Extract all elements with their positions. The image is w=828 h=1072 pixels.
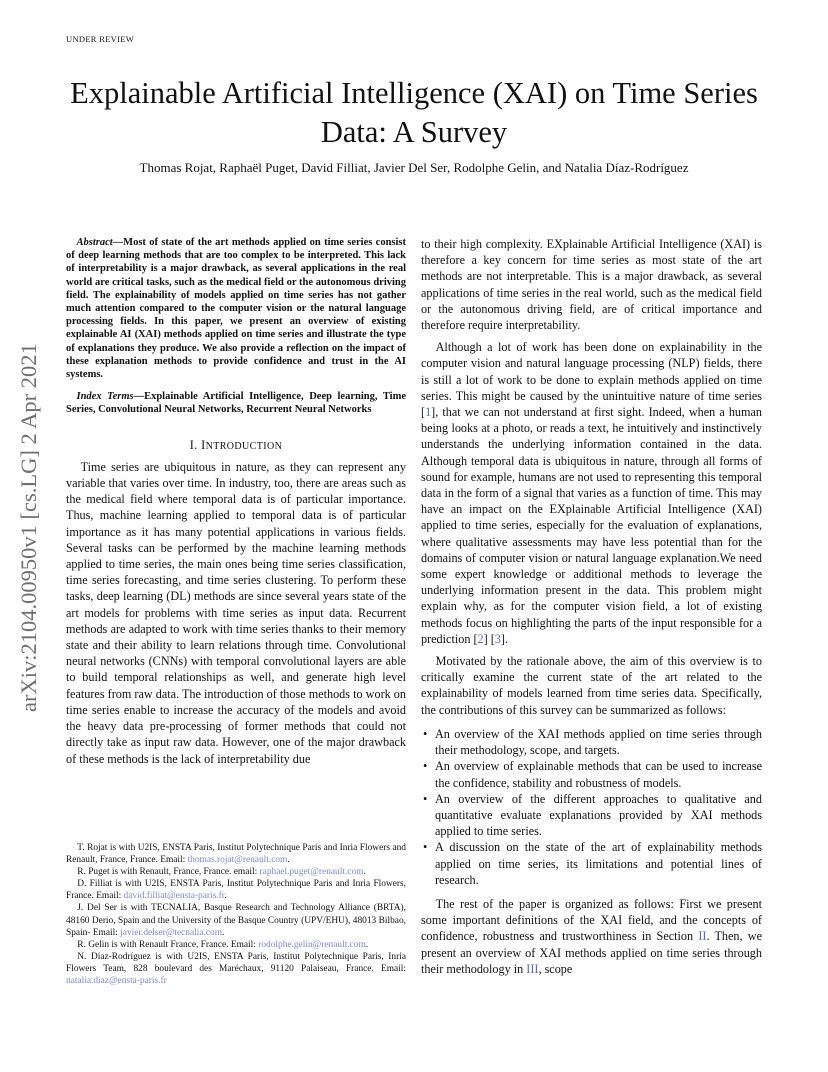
citation-link[interactable]: 1 <box>425 405 432 420</box>
section-heading-introduction <box>66 437 406 455</box>
author-list: Thomas Rojat, Raphaël Puget, David Filliat, Javier Del Ser, Rodolphe Gelin, and Natalia Díaz-Rodríguez <box>139 160 689 175</box>
running-header: UNDER REVIEW <box>66 34 135 44</box>
index-terms <box>66 390 406 416</box>
arxiv-stamp: arXiv:2104.00950v1 [cs.LG] 2 Apr 2021 <box>16 343 41 712</box>
intro-paragraph-continued: to their high complexity. EXplainable Artificial Intelligence (XAI) is therefore a key concern for time series as most state of the art methods are not interpretable. This is a major drawback, as several applications of time series in the real world, such as the medical field or the autonomous driving field, are of critical importance and therefore require interpretability. <box>421 237 762 333</box>
index-terms-text: —Explainable Artificial Intelligence, Deep learning, Time Series, Convolutional Neural Networks, Recurrent Neural Networks <box>66 391 406 416</box>
section-ref-link[interactable]: III <box>526 961 539 976</box>
footnote-puget: R. Puget is with Renault, France, France. email: raphael.puget@renault.com. <box>77 867 366 878</box>
email-link[interactable]: natalia.diaz@ensta-paris.fr <box>66 976 167 987</box>
intro-paragraph-4: The rest of the paper is organized as follows: First we present some important definitions of the XAI field, and the concepts of confidence, robustness and trustworthiness in Section II. Then, we present an overview of XAI methods applied on time series through their methodology in III, scope <box>421 896 762 976</box>
footnote-rojat: T. Rojat is with U2IS, ENSTA Paris, Institut Polytechnique Paris and Inria Flowers and Renault, France, France. Email: thomas.rojat@renault.com. <box>66 843 406 866</box>
list-item: • An overview of the XAI methods applied on time series through their methodology, scope, and targets. <box>421 726 762 758</box>
footnote-gelin: R. Gelin is with Renault France, France. Email: rodolphe.gelin@renault.com. <box>77 939 369 950</box>
list-item: • An overview of the different approaches to qualitative and quantitative evaluate explanations provided by XAI methods applied to time series. <box>421 791 762 840</box>
left-column <box>66 236 406 767</box>
footnote-filliat: D. Filliat is with U2IS, ENSTA Paris, Institut Polytechnique Paris and Inria Flowers, France. Email: david.filliat@ensta-paris.fr. <box>66 879 406 902</box>
abstract <box>66 236 406 381</box>
footnote-diaz: N. Díaz-Rodríguez is with U2IS, ENSTA Paris, Institut Polytechnique Paris, Inria Flowers Team, 828 boulevard des Maréchaux, 91120 Palaiseau, France. Email: natalia.diaz@ensta-paris.fr <box>66 951 406 987</box>
email-link[interactable]: rodolphe.gelin@renault.com <box>258 939 366 950</box>
intro-paragraph-3: Motivated by the rationale above, the aim of this overview is to critically examine the current state of the art related to the explainability of models learned from time series data. Specifically, the contributions of this survey can be summarized as follows: <box>421 654 762 717</box>
list-item: • An overview of explainable methods that can be used to increase the confidence, stability and robustness of models. <box>421 758 762 790</box>
email-link[interactable]: javier.delser@tecnalia.com <box>120 927 222 938</box>
footnote-delser: J. Del Ser is with TECNALIA, Basque Research and Technology Alliance (BRTA), 48160 Derio, Spain and the University of the Basque Country (UPV/EHU), 48013 Bilbao, Spain- Email: javier.delser@tecnalia.com. <box>66 903 406 938</box>
citation-link[interactable]: 3 <box>494 631 501 646</box>
citation-link[interactable]: 2 <box>477 631 484 646</box>
intro-paragraph-1: Time series are ubiquitous in nature, as they can represent any variable that varies over time. In industry, too, there are areas such as the medical field where temporal data is of particular importance. Thus, machine learning applied to temporal data is of particular importance as it has many potential applications in various fields. Several tasks can be performed by the machine learning methods applied to time series, the main ones being time series classification, time series forecasting, and time series clustering. To perform these tasks, deep learning (DL) methods are since several years state of the art models for problems with time series as input data. Recurrent methods are adapted to work with time series thanks to their memory state and their ability to learn relations through time. Convolutional neural networks (CNNs) with temporal convolutional layers are able to build temporal relationships as well, and generate high level features from raw data. The introduction of those methods to work on time series enable to increase the accuracy of the models and avoid the heavy data pre-processing of former methods that could not directly take as input raw data. However, one of the major drawback of these methods is the lack of interpretability due <box>66 459 406 766</box>
email-link[interactable]: david.filliat@ensta-paris.fr <box>123 891 225 902</box>
index-terms-label: Index Terms <box>76 391 134 403</box>
right-column <box>421 236 762 977</box>
email-link[interactable]: thomas.rojat@renault.com <box>187 855 288 866</box>
abstract-text: —Most of state of the art methods applied on time series consist of deep learning methods that are too complex to be interpreted. This lack of interpretability is a major drawback, as several applications in the real world are critical tasks, such as the medical field or the autonomous driving field. The explainability of models applied on time series has not gather much attention compared to the computer vision or the natural language processing fields. In this paper, we present an overview of existing explainable AI (XAI) methods applied on time series and illustrate the type of explanations they produce. We also provide a reflection on the impact of these explanation methods to provide confidence and trust in the AI systems. <box>66 237 406 381</box>
list-item: • A discussion on the state of the art of explainability methods applied on time series, its limitations and potential lines of research. <box>421 839 762 888</box>
section-title-rest: NTRODUCTION <box>205 440 283 452</box>
email-link[interactable]: raphael.puget@renault.com <box>259 867 364 878</box>
section-numeral: I. I <box>189 437 206 452</box>
section-ref-link[interactable]: II <box>698 929 707 944</box>
paper-title: Explainable Artificial Intelligence (XAI) on Time Series Data: A Survey <box>70 76 758 149</box>
contributions-list <box>421 726 762 888</box>
abstract-label: Abstract <box>76 237 113 248</box>
intro-paragraph-2: Although a lot of work has been done on explainability in the computer vision and natural language processing (NLP) fields, there is still a lot of work to be done to explain methods applied on time series. This might be caused by the unintuitive nature of time series [1], that we can not understand at first sight. Indeed, when a human being looks at a photo, or reads a text, he intuitively and instinctively understands the underlying information contained in the data. Although temporal data is ubiquitous in nature, through all forms of sound for example, humans are not used to representing this temporal data in the form of a signal that varies as a function of time. This may have an impact on the EXplainable Artificial Intelligence (XAI) applied to time series, especially for the evaluation of explanations, where qualitative assessments may have less potential than for the domains of computer vision or natural language explanation.We need some expert knowledge or additional methods to leverage the underlying information present in the data. This problem might explain why, as for the computer vision field, a lot of existing methods focus on highlighting the parts of the input responsible for a prediction [2] [3]. <box>421 340 762 646</box>
author-footnotes <box>66 842 406 987</box>
